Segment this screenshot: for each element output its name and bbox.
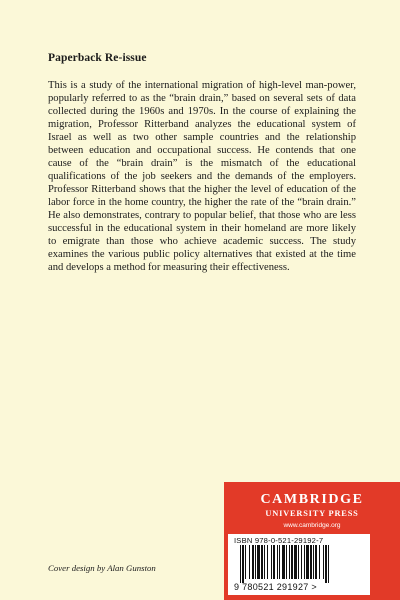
cover-design-credit	[48, 563, 156, 573]
publisher-name: CAMBRIDGE	[260, 492, 364, 507]
reissue-heading: Paperback Re-issue	[48, 52, 147, 64]
barcode-digits: 9 780521 291927 >	[234, 582, 317, 592]
publisher-block	[224, 482, 400, 600]
publisher-subtitle: UNIVERSITY PRESS	[265, 509, 359, 518]
cover-design-credit-text: Cover design by Alan Gunston	[48, 563, 156, 573]
isbn-label: ISBN 978-0-521-29192-7	[234, 536, 324, 545]
book-description: This is a study of the international migration of high-level man-power, popularly referred to as the “brain drain,” based on several sets of data collected during the 1960s and 1970s. In the course of explaining the migration, Professor Ritterband analyzes the educational system of Israel as well as two other sample countries and the relationship between education and occupational success. He contends that one cause of the “brain drain” is the mismatch of the educational qualifications of the job seekers and the demands of the employers. Professor Ritterband shows that the higher the level of education of the labor force in the home country, the higher the rate of the “brain drain.” He also demonstrates, contrary to popular belief, that those who are less successful in the educational system in their homeland are more likely to emigrate than those who achieve academic success. The study examines the various public policy alternatives that existed at the time and develops a method for measuring their effectiveness.	[48, 80, 356, 273]
barcode-icon	[240, 545, 360, 583]
isbn-barcode-box	[228, 534, 370, 595]
publisher-url: www.cambridge.org	[283, 522, 341, 529]
